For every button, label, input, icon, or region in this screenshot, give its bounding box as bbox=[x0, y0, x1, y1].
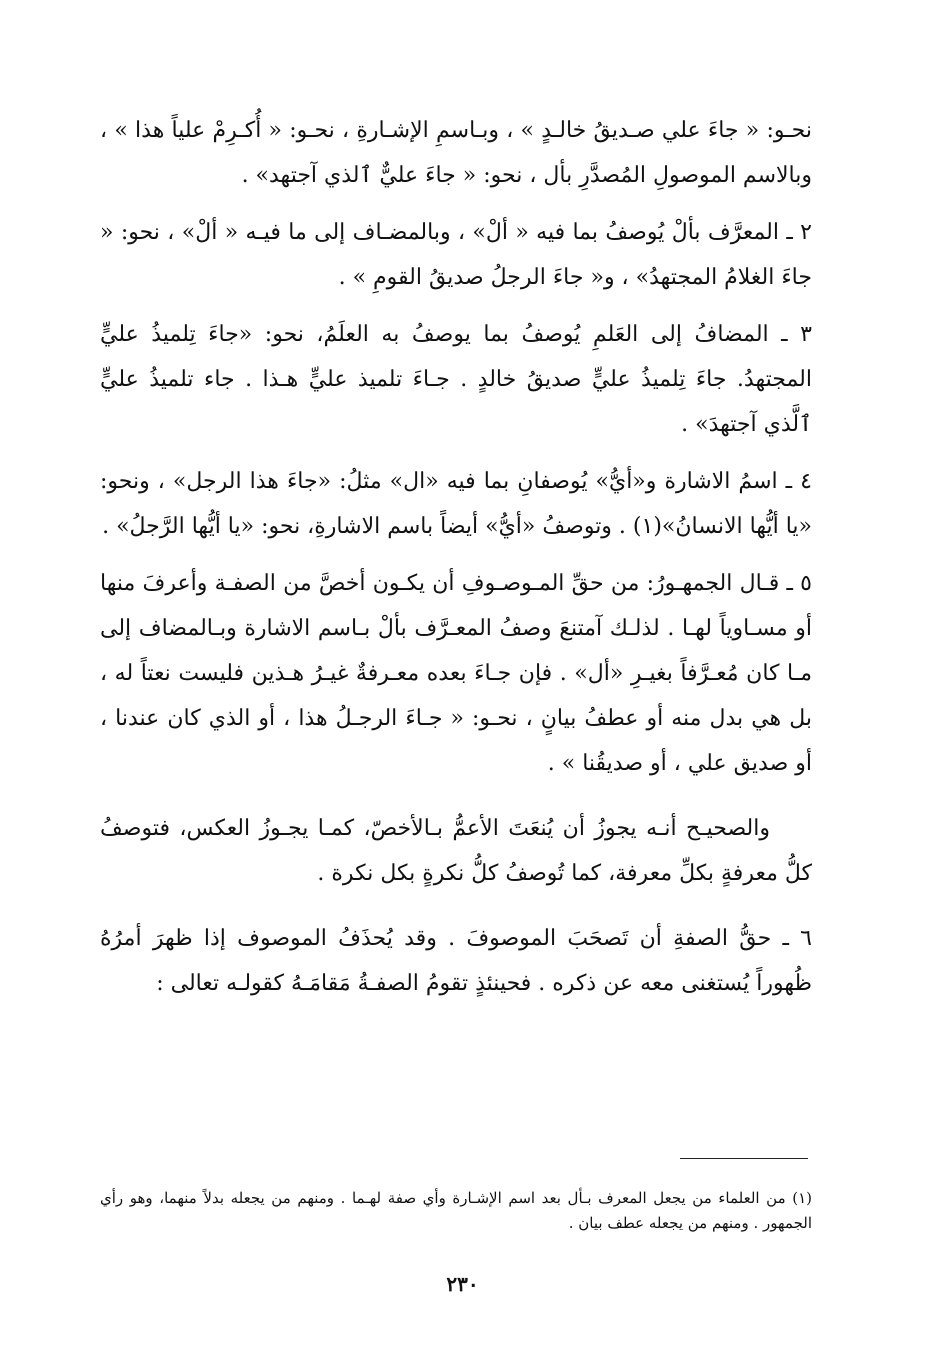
paragraph-2: ٢ ـ المعرَّف بألْ يُوصفُ بما فيه « ألْ» ، وبالمضـاف إلى ما فيـه « ألْ» ، نحو: « جاءَ الغلامُ المجتهدُ» ، و« جاءَ الرجلُ صديقُ القومِ » . bbox=[100, 220, 812, 290]
paragraph-continuation: نحـو: « جاءَ علي صـديقُ خالـدٍ » ، وبـاسمِ الإشـارةِ ، نحـو: « أُكـرِمْ علياً هذا » ، وبالاسم الموصولِ المُصدَّرِ بأل ، نحو: « جاءَ عليٌّ ٱلذي آجتهد» . bbox=[100, 118, 812, 188]
paragraph-4: ٤ ـ اسمُ الاشارة و«أيُّ» يُوصفانِ بما فيه «ال» مثلُ: «جاءَ هذا الرجل» ، ونحو: «يا أيُّها الانسانُ»(١) . وتوصفُ «أيُّ» أيضاً باسم الاشارةِ، نحو: «يا أيُّها الرَّجلُ» . bbox=[100, 469, 812, 539]
paragraph-5: ٥ ـ قـال الجمهـورُ: من حقِّ المـوصـوفِ أن يكـون أخصَّ من الصفـة وأعرفَ منها أو مسـاوياً لهـا . لذلـك آمتنعَ وصفُ المعـرَّف بألْ بـاسم الاشارة وبـالمضاف إلى مـا كان مُعـرَّفاً بغيـرِ «أل» . فإن جـاءَ بعده معـرفةٌ غيـرُ هـذين فليست نعتاً له ، بل هي بدل منه أو عطفُ بيانٍ ، نحـو: « جـاءَ الرجـلُ هذا ، أو الذي كان عندنا ، أو صديق علي ، أو صديقُنا » . bbox=[100, 571, 812, 776]
page-number: ٢٣٠ bbox=[446, 1272, 479, 1296]
footnote: (١) من العلماء من يجعل المعرف بـأل بعد اسم الإشـارة وأي صفة لهـما . ومنهم من يجعله بدلاً منهما، وهو رأي الجمهور . ومنهم من يجعله عطف بيان . bbox=[100, 1189, 812, 1232]
main-text bbox=[100, 108, 812, 1018]
paragraph-5-correct-view: والصحيـح أنـه يجوزُ أن يُنعَتَ الأعمُّ بـالأخصّ، كمـا يجـوزُ العكس، فتوصفُ كلُّ معرفةٍ بكلِّ معرفة، كما تُوصفُ كلُّ نكرةٍ بكل نكرة . bbox=[100, 816, 812, 886]
paragraph-3: ٣ ـ المضافُ إلى العَلمِ يُوصفُ بما يوصفُ به العلَمُ، نحو: «جاءَ تِلميذُ عليٍّ المجتهدُ. جاءَ تِلميذُ عليٍّ صديقُ خالدٍ . جـاءَ تلميذ عليٍّ هـذا . جاء تلميذُ عليٍّ ٱلَّذي آجتهدَ» . bbox=[100, 322, 812, 437]
paragraph-6: ٦ ـ حقُّ الصفةِ أن تَصحَبَ الموصوفَ . وقد يُحذَفُ الموصوف إذا ظهرَ أمرُهُ ظُهوراً يُستغنى معه عن ذكره . فحينئذٍ تقومُ الصفـةُ مَقامَـهُ كقولـه تعالى : bbox=[100, 926, 812, 996]
footnote-separator bbox=[680, 1158, 808, 1159]
